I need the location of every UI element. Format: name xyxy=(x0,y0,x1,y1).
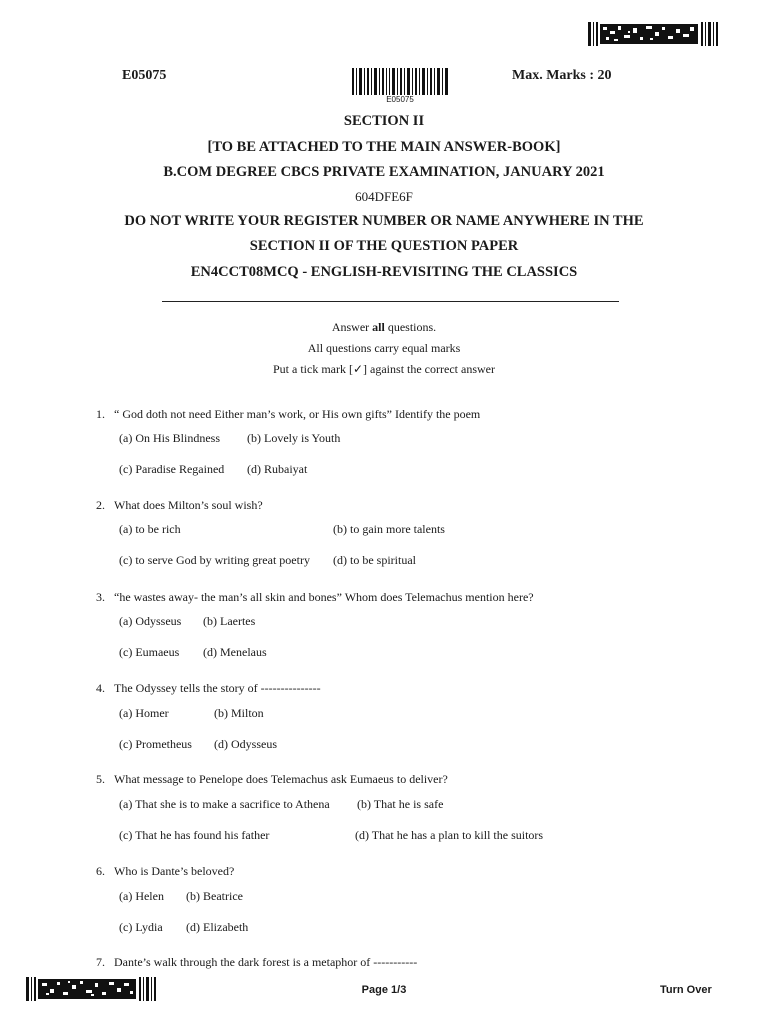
q3-option-a: (a) Odysseus xyxy=(119,614,182,628)
q4-option-c: (c) Prometheus xyxy=(119,737,192,751)
q1-option-a: (a) On His Blindness xyxy=(119,431,220,445)
warning-line-1: DO NOT WRITE YOUR REGISTER NUMBER OR NAME ANYWHERE IN THE xyxy=(124,213,644,229)
instruction-all: all xyxy=(372,320,385,334)
question-number: 2. xyxy=(96,498,105,512)
q3-option-c: (c) Eumaeus xyxy=(119,645,180,659)
question-text: “ God doth not need Either man’s work, or His own gifts” Identify the poem xyxy=(114,407,481,421)
exam-title: B.COM DEGREE CBCS PRIVATE EXAMINATION, JANUARY 2021 xyxy=(163,164,605,180)
barcode-center xyxy=(352,68,448,95)
course-title: EN4CCT08MCQ - ENGLISH-REVISITING THE CLASSICS xyxy=(190,264,578,280)
question-2 xyxy=(96,498,263,513)
q2-option-b: (b) to gain more talents xyxy=(333,522,445,536)
instruction-prefix: Answer xyxy=(331,320,373,334)
q6-option-c: (c) Lydia xyxy=(119,920,163,934)
question-5 xyxy=(96,772,448,787)
warning-line-2: SECTION II OF THE QUESTION PAPER xyxy=(249,238,519,254)
paper-code: 604DFE6F xyxy=(355,189,413,204)
instruction-suffix: questions. xyxy=(384,320,437,334)
q3-option-b: (b) Laertes xyxy=(203,614,256,628)
q2-option-a: (a) to be rich xyxy=(119,522,181,536)
question-number: 3. xyxy=(96,590,105,604)
q4-option-d: (d) Odysseus xyxy=(214,737,277,751)
question-number: 4. xyxy=(96,681,105,695)
question-number: 5. xyxy=(96,772,105,786)
question-number: 7. xyxy=(96,955,105,969)
question-text: Who is Dante’s beloved? xyxy=(114,864,235,878)
q3-option-d: (d) Menelaus xyxy=(203,645,267,659)
page-number: Page 1/3 xyxy=(361,984,407,996)
instruction-equal-marks: All questions carry equal marks xyxy=(307,341,461,355)
q5-option-b: (b) That he is safe xyxy=(357,797,444,811)
q4-option-a: (a) Homer xyxy=(119,706,169,720)
question-7 xyxy=(96,955,417,970)
question-text: The Odyssey tells the story of --------------- xyxy=(114,681,321,695)
q5-option-d: (d) That he has a plan to kill the suitors xyxy=(355,828,544,842)
q1-option-d: (d) Rubaiyat xyxy=(247,462,308,476)
question-6 xyxy=(96,864,234,879)
barcode-label: E05075 xyxy=(386,95,414,104)
question-3 xyxy=(96,590,534,605)
barcode-center-graphic xyxy=(352,68,448,95)
separator-line xyxy=(162,301,619,302)
question-text: What message to Penelope does Telemachus ask Eumaeus to deliver? xyxy=(114,772,448,786)
q4-option-b: (b) Milton xyxy=(214,706,264,720)
section-title: SECTION II xyxy=(343,113,425,129)
q2-option-c: (c) to serve God by writing great poetry xyxy=(119,553,310,567)
question-text: Dante’s walk through the dark forest is a metaphor of ----------- xyxy=(114,955,418,969)
barcode-top-right xyxy=(588,22,718,46)
q1-option-c: (c) Paradise Regained xyxy=(119,462,225,476)
q2-option-d: (d) to be spiritual xyxy=(333,553,416,567)
exam-code: E05075 xyxy=(122,68,167,83)
attach-note: [TO BE ATTACHED TO THE MAIN ANSWER-BOOK] xyxy=(207,139,561,155)
q6-option-b: (b) Beatrice xyxy=(186,889,243,903)
question-1 xyxy=(96,407,480,422)
q1-option-b: (b) Lovely is Youth xyxy=(247,431,341,445)
question-text: What does Milton’s soul wish? xyxy=(114,498,263,512)
q6-option-d: (d) Elizabeth xyxy=(186,920,249,934)
question-text: “he wastes away- the man’s all skin and bones” Whom does Telemachus mention here? xyxy=(114,590,534,604)
question-number: 1. xyxy=(96,407,105,421)
max-marks: Max. Marks : 20 xyxy=(512,68,612,83)
instruction-answer-all xyxy=(0,320,768,335)
turn-over-label: Turn Over xyxy=(660,984,712,996)
q5-option-c: (c) That he has found his father xyxy=(119,828,270,842)
instruction-tick-mark: Put a tick mark [✓] against the correct answer xyxy=(273,362,495,376)
question-number: 6. xyxy=(96,864,105,878)
q6-option-a: (a) Helen xyxy=(119,889,164,903)
question-4 xyxy=(96,681,321,696)
barcode-top-right-graphic xyxy=(588,22,718,46)
q5-option-a: (a) That she is to make a sacrifice to Athena xyxy=(119,797,330,811)
